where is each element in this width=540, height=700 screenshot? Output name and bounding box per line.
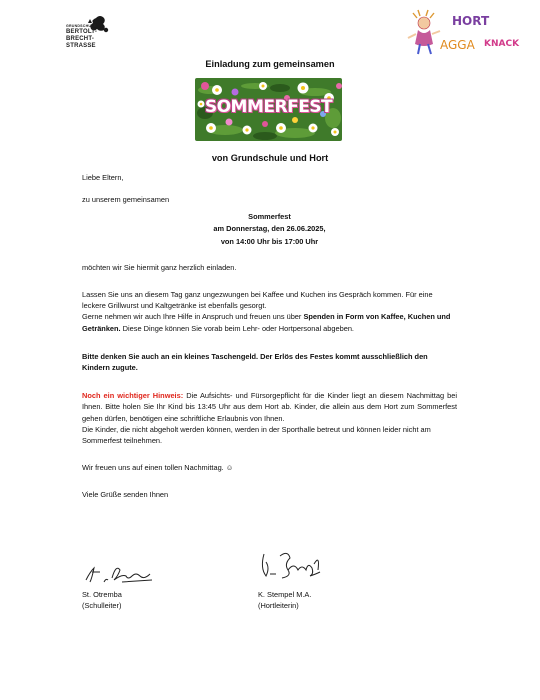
signature-otremba xyxy=(82,558,162,588)
signatory-hort xyxy=(258,589,311,611)
notice-text: Die Aufsichts- und Fürsorgepflicht für die Kinder liegt an diesem Nachmittag bei Ihnen. Bitte holen Sie Ihr Kind bis 13:45 Uhr aus dem Hort ab. Kinder, die allein aus dem Hort zum Sommerfest gehen dürfen, benötigen eine schriftliche Erlaubnis von Ihnen. xyxy=(82,391,457,423)
intro-line: zu unserem gemeinsamen xyxy=(82,195,170,205)
school-logo xyxy=(66,14,122,54)
hort-logo xyxy=(404,8,520,58)
signatory-school-role: (Schulleiter) xyxy=(82,601,122,611)
signature-stempel xyxy=(258,546,338,586)
hort-logo-bottom-left: AGGA xyxy=(440,38,475,52)
signatory-school-name: St. Otremba xyxy=(82,590,122,599)
event-time: von 14:00 Uhr bis 17:00 Uhr xyxy=(220,236,319,246)
greeting: Viele Grüße senden Ihnen xyxy=(82,490,169,500)
hort-logo-bottom-right: KNACK xyxy=(484,39,520,49)
banner-title: SOMMERFEST xyxy=(204,97,333,117)
school-logo-line2: BERTOLT- xyxy=(66,29,98,35)
notice-label: Noch ein wichtiger Hinweis: xyxy=(82,391,184,401)
notice-text-2: Die Kinder, die nicht abgeholt werden können, werden in der Sporthalle betreut und können leider nicht am Sommerfest teilnehmen. xyxy=(82,424,431,446)
signatory-school xyxy=(82,589,122,611)
event-date: am Donnerstag, den 26.06.2025, xyxy=(213,223,326,233)
donations-suffix: Diese Dinge können Sie vorab beim Lehr- oder Hortpersonal abgeben. xyxy=(120,323,354,333)
closing-line: Wir freuen uns auf einen tollen Nachmittag. ☺ xyxy=(82,463,234,473)
event-name: Sommerfest xyxy=(248,211,291,221)
invitation-subheading: von Grundschule und Hort xyxy=(211,153,329,163)
school-logo-line4: STRASSE xyxy=(66,43,96,49)
hort-logo-top: HORT xyxy=(452,14,490,28)
donations-bold: Spenden in Form von Kaffee, Kuchen und Getränken. xyxy=(82,312,451,333)
sommerfest-banner xyxy=(195,78,342,141)
invite-line: möchten wir Sie hiermit ganz herzlich einladen. xyxy=(82,262,237,272)
signatory-hort-name: K. Stempel M.A. xyxy=(258,590,312,599)
school-logo-line3: BRECHT- xyxy=(66,36,95,42)
paragraph-food: Lassen Sie uns an diesem Tag ganz ungezwungen bei Kaffee und Kuchen ins Gespräch kommen. Für eine leckere Grillwurst und Kaltgetränke ist ebenfalls gesorgt. xyxy=(82,290,433,311)
salutation: Liebe Eltern, xyxy=(82,173,124,182)
letter-body xyxy=(82,172,457,501)
signatory-hort-role: (Hortleiterin) xyxy=(258,601,299,611)
pocket-money-note: Bitte denken Sie auch an ein kleines Taschengeld. Der Erlös des Festes kommt ausschließlich den Kindern zugute. xyxy=(82,351,428,373)
important-notice xyxy=(82,390,457,424)
donations-prefix: Gerne nehmen wir auch Ihre Hilfe in Anspruch und freuen uns über xyxy=(82,312,304,322)
school-logo-line1: GRUNDSCHULE xyxy=(66,24,97,28)
paragraph-donations xyxy=(82,311,457,333)
invitation-heading: Einladung zum gemeinsamen xyxy=(205,59,335,69)
